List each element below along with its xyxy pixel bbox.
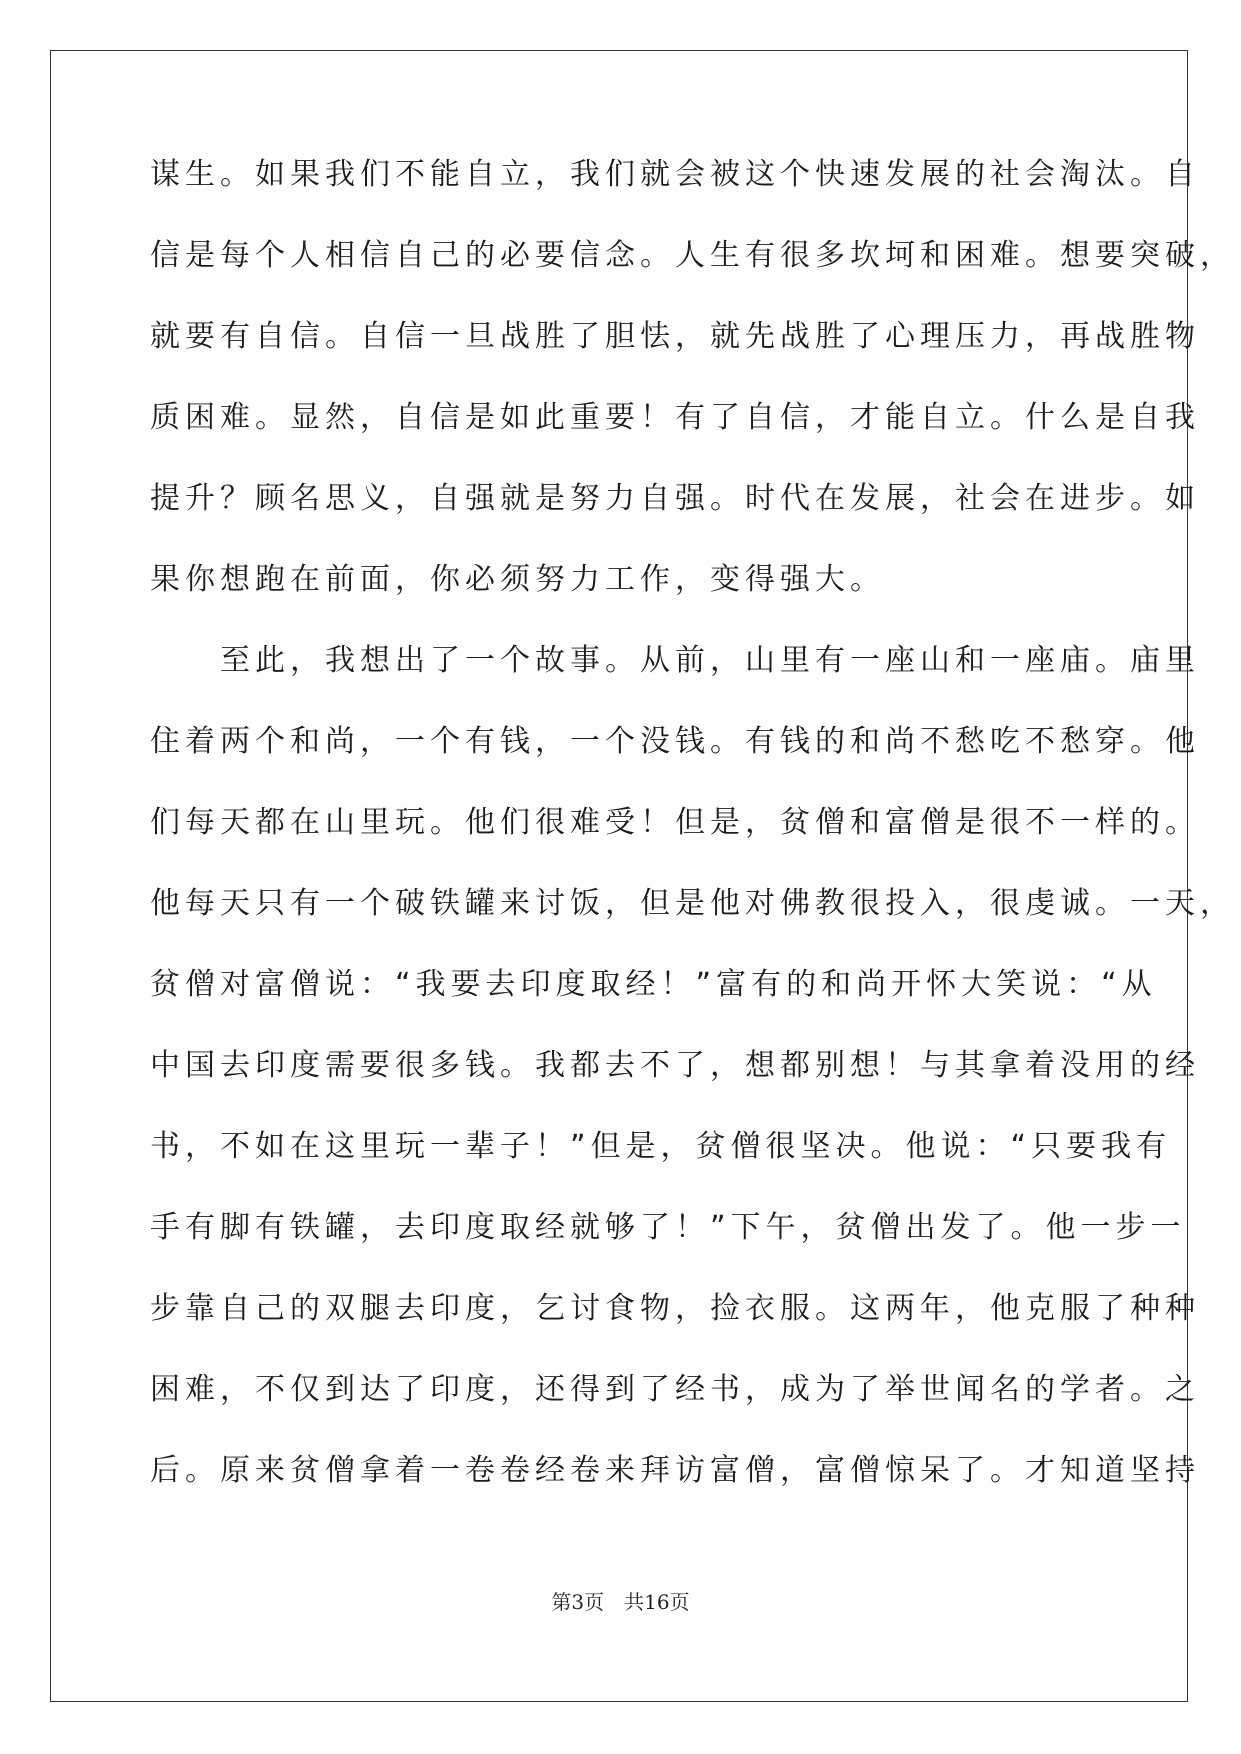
text-line: 们每天都在山里玩。他们很难受！但是，贫僧和富僧是很不一样的。 [150,805,1200,840]
text-line: 信是每个人相信自己的必要信念。人生有很多坎坷和困难。想要突破， [150,238,1235,273]
text-line: 质困难。显然，自信是如此重要！有了自信，才能自立。什么是自我 [150,400,1200,435]
text-line: 住着两个和尚，一个有钱，一个没钱。有钱的和尚不愁吃不愁穿。他 [150,724,1200,759]
page-number-label: 第3页 共16页 [551,1590,690,1614]
text-line: 提升？顾名思义，自强就是努力自强。时代在发展，社会在进步。如 [150,481,1200,516]
text-line: 书，不如在这里玩一辈子！”但是，贫僧很坚决。他说：“只要我有 [150,1129,1172,1164]
text-line: 后。原来贫僧拿着一卷卷经卷来拜访富僧，富僧惊呆了。才知道坚持 [150,1453,1200,1488]
text-line: 就要有自信。自信一旦战胜了胆怯，就先战胜了心理压力，再战胜物 [150,319,1200,354]
page-footer [0,1590,1241,1614]
text-line: 果你想跑在前面，你必须努力工作，变得强大。 [150,562,885,597]
text-line: 步靠自己的双腿去印度，乞讨食物，捡衣服。这两年，他克服了种种 [150,1291,1200,1326]
text-line: 中国去印度需要很多钱。我都去不了，想都别想！与其拿着没用的经 [150,1048,1200,1083]
text-line: 谋生。如果我们不能自立，我们就会被这个快速发展的社会淘汰。自 [150,157,1200,192]
body-text [150,157,1235,1537]
text-line: 他每天只有一个破铁罐来讨饭，但是他对佛教很投入，很虔诚。一天， [150,886,1235,921]
text-line: 手有脚有铁罐，去印度取经就够了！”下午，贫僧出发了。他一步一 [150,1210,1186,1245]
text-line: 贫僧对富僧说：“我要去印度取经！”富有的和尚开怀大笑说：“从 [150,967,1157,1002]
text-line: 困难，不仅到达了印度，还得到了经书，成为了举世闻名的学者。之 [150,1372,1200,1407]
text-line: 至此，我想出了一个故事。从前，山里有一座山和一座庙。庙里 [150,643,1200,678]
